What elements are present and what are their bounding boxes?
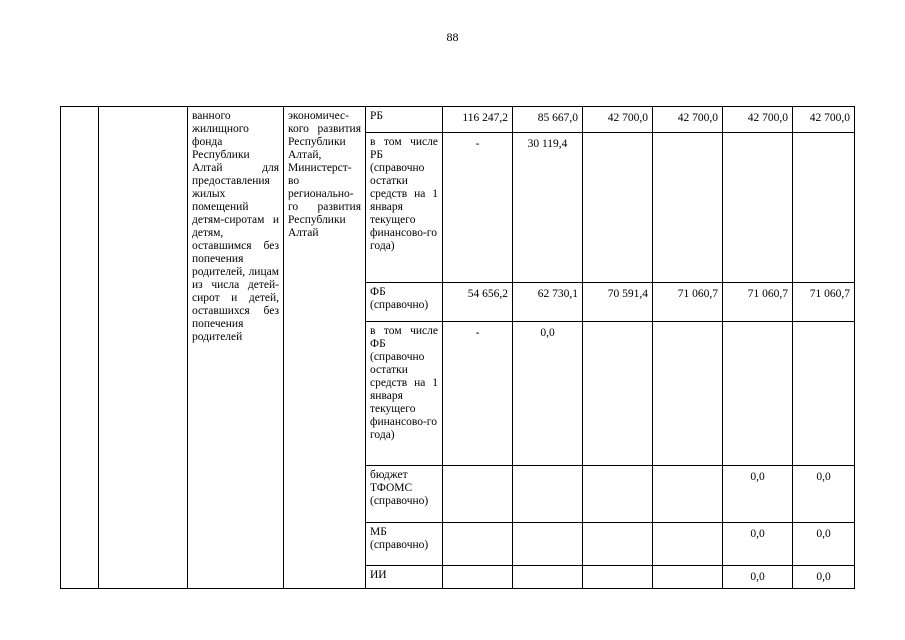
value-cell: 0,0 — [793, 466, 855, 523]
value-cell — [793, 133, 855, 283]
value-cell: 30 119,4 — [513, 133, 583, 283]
row-label: в том числе РБ (справочно остатки средств на 1 января текущего финансово-го года) — [366, 133, 443, 283]
value-cell: 0,0 — [723, 523, 793, 566]
value-cell — [583, 566, 653, 589]
value-cell: 0,0 — [793, 523, 855, 566]
value-cell: 42 700,0 — [583, 107, 653, 133]
value-cell — [443, 566, 513, 589]
value-cell: 85 667,0 — [513, 107, 583, 133]
value-cell — [583, 523, 653, 566]
value-cell — [653, 523, 723, 566]
value-cell: 42 700,0 — [793, 107, 855, 133]
value-cell: 71 060,7 — [723, 283, 793, 322]
value-cell — [793, 322, 855, 466]
value-cell: 116 247,2 — [443, 107, 513, 133]
value-cell: 62 730,1 — [513, 283, 583, 322]
value-cell: 0,0 — [793, 566, 855, 589]
purpose-cell: ванного жилищного фонда Республики Алтай для предоставления жилых помещений детям-сиротам и детям, оставшимся без попечения родителей, лицам из числа детей-сирот и детей, оставшихся без попечения родителей — [188, 107, 284, 589]
value-cell — [513, 566, 583, 589]
value-cell — [653, 466, 723, 523]
value-cell: 70 591,4 — [583, 283, 653, 322]
row-label: в том числе ФБ (справочно остатки средств на 1 января текущего финансово-го года) — [366, 322, 443, 466]
row-label: ФБ (справочно) — [366, 283, 443, 322]
value-cell — [723, 133, 793, 283]
row-label: РБ — [366, 107, 443, 133]
value-cell — [513, 523, 583, 566]
value-cell: - — [443, 133, 513, 283]
value-cell — [443, 523, 513, 566]
row-label: ИИ — [366, 566, 443, 589]
value-cell: 0,0 — [723, 566, 793, 589]
value-cell: 42 700,0 — [723, 107, 793, 133]
value-cell: 0,0 — [513, 322, 583, 466]
row-label: бюджет ТФОМС (справочно) — [366, 466, 443, 523]
value-cell — [583, 466, 653, 523]
empty-cell — [99, 107, 188, 589]
value-cell — [723, 322, 793, 466]
value-cell — [653, 566, 723, 589]
table-row — [61, 107, 855, 133]
page-number: 88 — [446, 30, 459, 44]
value-cell: 54 656,2 — [443, 283, 513, 322]
row-label: МБ (справочно) — [366, 523, 443, 566]
empty-cell — [61, 107, 99, 589]
executor-cell: экономичес-кого развития Республики Алтай, Министерст-во регионально-го развития Республики Алтай — [284, 107, 366, 589]
value-cell — [653, 133, 723, 283]
value-cell — [653, 322, 723, 466]
value-cell: 71 060,7 — [793, 283, 855, 322]
value-cell: 71 060,7 — [653, 283, 723, 322]
value-cell: 0,0 — [723, 466, 793, 523]
value-cell — [443, 466, 513, 523]
budget-table — [60, 106, 855, 589]
value-cell: 42 700,0 — [653, 107, 723, 133]
value-cell — [513, 466, 583, 523]
value-cell — [583, 322, 653, 466]
value-cell: - — [443, 322, 513, 466]
value-cell — [583, 133, 653, 283]
